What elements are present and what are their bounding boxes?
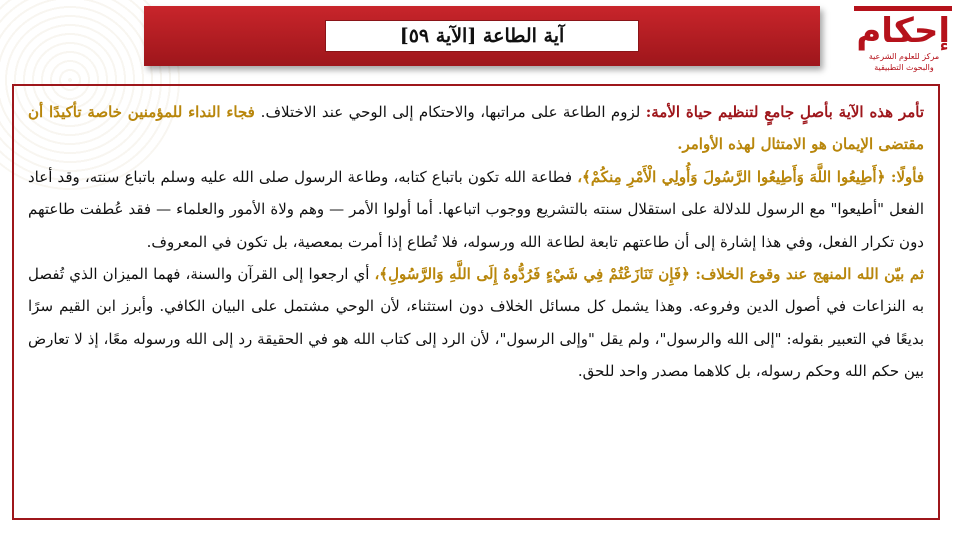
paragraph-lead: تأمر هذه الآية بأصلٍ جامعٍ لتنظيم حياة الأمة: (645, 103, 924, 121)
paragraph-dispute (28, 258, 924, 388)
logo-tagline: والبحوث التطبيقية (874, 63, 934, 72)
paragraph-emphasis: فجاء النداء للمؤمنين خاصة تأكيدًا أن مقتضى الإيمان هو الامتثال لهذه الأوامر. (28, 103, 924, 154)
paragraph-obedience (28, 161, 924, 258)
quran-verse: ﴿أَطِيعُوا اللَّهَ وَأَطِيعُوا الرَّسُولَ وَأُولِي الْأَمْرِ مِنكُمْ﴾، (577, 167, 891, 186)
logo-subtitle: مركز للعلوم الشرعية (868, 52, 940, 61)
content-panel (12, 84, 940, 520)
logo-mark: إحكام (854, 6, 952, 51)
paragraph-intro (28, 96, 924, 161)
paragraph-body: فطاعة الله تكون باتباع كتابه، وطاعة الرسول صلى الله عليه وسلم باتباع سنته، وقد أعاد الفعل "أطيعوا" مع الرسول للدلالة على استقلال سنته بالتشريع ووجوب اتباعها. أما أولوا الأمر — وهم ولاة الأمور والعلماء — فقد عُطفت طاعتهم دون تكرار الفعل، وفي هذا إشارة إلى أن طاعتهم تابعة لطاعة الله ورسوله، فلا تُطاع إذا أمرت بمعصية، بل تكون في المعروف. (28, 167, 924, 251)
logo (856, 6, 952, 74)
slide-title: آية الطاعة [الآية ٥٩] (325, 20, 639, 52)
paragraph-body: أي ارجعوا إلى القرآن والسنة، فهما الميزان الذي تُفصل به النزاعات في أصول الدين وفروعه. وهذا يشمل كل مسائل الخلاف دون استثناء، لأن الوحي مشتمل على البيان الكافي. وأبرز ابن القيم سرًا بديعًا في التعبير بقوله: "إلى الله والرسول"، ولم يقل "وإلى الرسول"، لأن الرد إلى كتاب الله هو في الحقيقة رد إلى الله ورسوله معًا، إذ لا تعارض بين حكم الله وحكم رسوله، بل كلاهما مصدر واحد للحق. (28, 265, 924, 381)
quran-verse: ﴿فَإِن تَنَازَعْتُمْ فِي شَيْءٍ فَرُدُّوهُ إِلَى اللَّهِ وَالرَّسُولِ﴾، (374, 265, 696, 284)
paragraph-lead: فأولًا: (890, 167, 924, 186)
paragraph-body: لزوم الطاعة على مراتبها، والاحتكام إلى الوحي عند الاختلاف. (260, 103, 646, 121)
paragraph-lead: ثم بيّن الله المنهج عند وقوع الخلاف: (695, 265, 924, 284)
title-banner (144, 6, 820, 66)
